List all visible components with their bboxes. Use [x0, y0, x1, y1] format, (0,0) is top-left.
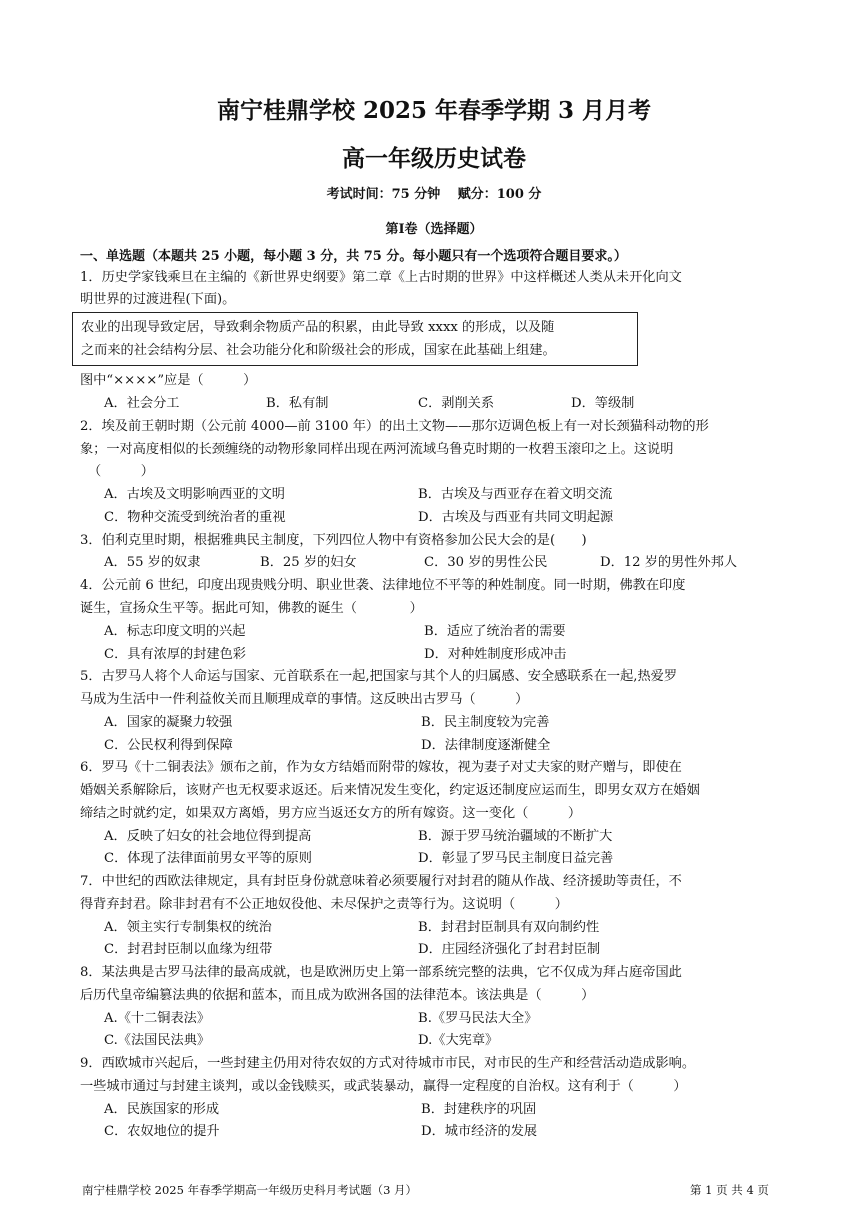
- option-d: D.《大宪章》: [418, 1033, 499, 1048]
- question-text: 1．历史学家钱乘旦在主编的《新世界史纲要》第二章《上古时期的世界》中这样概述人类从未开化向文: [80, 270, 682, 285]
- option-d: D．彰显了罗马民主制度日益完善: [418, 851, 614, 866]
- question-text: 缔结之时就约定，如果双方离婚，男方应当返还女方的所有嫁资。这一变化（ ）: [80, 806, 582, 821]
- option-b: B．封建秩序的巩固: [421, 1102, 537, 1117]
- option-d: D．对种姓制度形成冲击: [424, 647, 567, 662]
- question-text: 后历代皇帝编篡法典的依据和蓝本，而且成为欧洲各国的法律范本。该法典是（ ）: [80, 988, 595, 1003]
- option-a: A.《十二铜表法》: [104, 1011, 211, 1026]
- option-c: C．30 岁的男性公民: [424, 555, 548, 570]
- question-text: 9．西欧城市兴起后，一些封建主仍用对待农奴的方式对待城市市民，对市民的生产和经营活动造成影响。: [80, 1056, 696, 1071]
- option-b: B.《罗马民法大全》: [418, 1011, 538, 1026]
- option-a: A．反映了妇女的社会地位得到提高: [104, 829, 312, 844]
- question-text: 6．罗马《十二铜表法》颁布之前，作为女方结婚而附带的嫁妆，视为妻子对丈夫家的财产赠与，即使在: [80, 760, 682, 775]
- question-text: 诞生，宣扬众生平等。据此可知，佛教的诞生（ ）: [80, 601, 423, 616]
- option-b: B．适应了统治者的需要: [424, 624, 566, 639]
- option-d: D．等级制: [571, 396, 635, 411]
- option-c: C.《法国民法典》: [104, 1033, 211, 1048]
- question-text: 明世界的过渡进程(下面)。: [80, 292, 236, 307]
- option-a: A．55 岁的奴隶: [104, 555, 201, 570]
- question-text: 得背弃封君。除非封君有不公正地奴役他、未尽保护之责等行为。这说明（ ）: [80, 897, 568, 912]
- option-a: A．古埃及文明影响西亚的文明: [104, 487, 285, 502]
- volume-heading: 第Ⅰ卷（选择题）: [385, 222, 483, 237]
- option-b: B．民主制度较为完善: [421, 715, 550, 730]
- question-text: 一些城市通过与封建主谈判，或以金钱赎买，或武装暴动，赢得一定程度的自治权。这有利于（ ）: [80, 1079, 687, 1094]
- question-text: 8．某法典是古罗马法律的最高成就，也是欧洲历史上第一部系统完整的法典，它不仅成为拜占庭帝国此: [80, 965, 682, 980]
- question-text: 4．公元前 6 世纪，印度出现贵贱分明、职业世袭、法律地位不平等的种姓制度。同一时期，佛教在印度: [80, 578, 686, 593]
- question-text: （ ）: [88, 464, 154, 479]
- option-a: A．领主实行专制集权的统治: [104, 920, 272, 935]
- exam-subtitle: 高一年级历史试卷: [342, 145, 526, 172]
- option-b: B．古埃及与西亚存在着文明交流: [418, 487, 613, 502]
- option-d: D．古埃及与西亚有共同文明起源: [418, 510, 614, 525]
- option-c: C．剥削关系: [418, 396, 495, 411]
- question-text: 象；一对高度相似的长颈缠绕的动物形象同样出现在两河流域乌鲁克时期的一枚碧玉滚印之上。这说明: [80, 442, 674, 457]
- question-text: 图中“××××”应是（ ）: [80, 373, 257, 388]
- option-c: C．农奴地位的提升: [104, 1124, 220, 1139]
- exam-title: 南宁桂鼎学校 2025 年春季学期 3 月月考: [216, 97, 652, 124]
- option-d: D．城市经济的发展: [421, 1124, 538, 1139]
- option-a: A．国家的凝聚力较强: [104, 715, 233, 730]
- option-c: C．具有浓厚的封建色彩: [104, 647, 246, 662]
- option-a: A．标志印度文明的兴起: [104, 624, 246, 639]
- option-c: C．体现了法律面前男女平等的原则: [104, 851, 312, 866]
- option-a: A．民族国家的形成: [104, 1102, 220, 1117]
- footer-left: 南宁桂鼎学校 2025 年春季学期高一年级历史科月考试题（3 月）: [82, 1183, 418, 1197]
- option-d: D．庄园经济强化了封君封臣制: [418, 942, 601, 957]
- quote-line: 农业的出现导致定居，导致剩余物质产品的积累，由此导致 xxxx 的形成，以及随: [81, 320, 555, 335]
- option-c: C．公民权利得到保障: [104, 738, 233, 753]
- question-text: 2．埃及前王朝时期（公元前 4000—前 3100 年）的出土文物——那尔迈调色板上有一对长颈猫科动物的形: [80, 419, 709, 434]
- option-d: D．12 岁的男性外邦人: [600, 555, 738, 570]
- question-text: 3．伯利克里时期，根据雅典民主制度，下列四位人物中有资格参加公民大会的是( ): [80, 533, 587, 548]
- question-text: 婚姻关系解除后，该财产也无权要求返还。后来情况发生变化，约定返还制度应运而生，即男女双方在婚姻: [80, 783, 700, 798]
- exam-meta: 考试时间：75 分钟 赋分：100 分: [326, 187, 542, 202]
- question-text: 5．古罗马人将个人命运与国家、元首联系在一起,把国家与其个人的归属感、安全感联系在一起,热爱罗: [80, 669, 678, 684]
- option-b: B．私有制: [266, 396, 329, 411]
- page-number: 第 1 页 共 4 页: [690, 1183, 769, 1197]
- question-text: 7．中世纪的西欧法律规定，具有封臣身份就意味着必须要履行对封君的随从作战、经济援助等责任，不: [80, 874, 682, 889]
- option-b: B．25 岁的妇女: [260, 555, 357, 570]
- question-text: 马成为生活中一件利益攸关而且顺理成章的事情。这反映出古罗马（ ）: [80, 692, 529, 707]
- option-a: A．社会分工: [104, 396, 180, 411]
- option-c: C．封君封臣制以血缘为纽带: [104, 942, 273, 957]
- option-b: B．封君封臣制具有双向制约性: [418, 920, 600, 935]
- section-heading: 一、单选题（本题共 25 小题，每小题 3 分，共 75 分。每小题只有一个选项符合题目要求。）: [80, 249, 627, 264]
- option-b: B．源于罗马统治疆域的不断扩大: [418, 829, 613, 844]
- quote-line: 之而来的社会结构分层、社会功能分化和阶级社会的形成，国家在此基础上组建。: [81, 343, 556, 358]
- option-d: D．法律制度逐渐健全: [421, 738, 551, 753]
- quote-box: [72, 312, 638, 366]
- option-c: C．物种交流受到统治者的重视: [104, 510, 286, 525]
